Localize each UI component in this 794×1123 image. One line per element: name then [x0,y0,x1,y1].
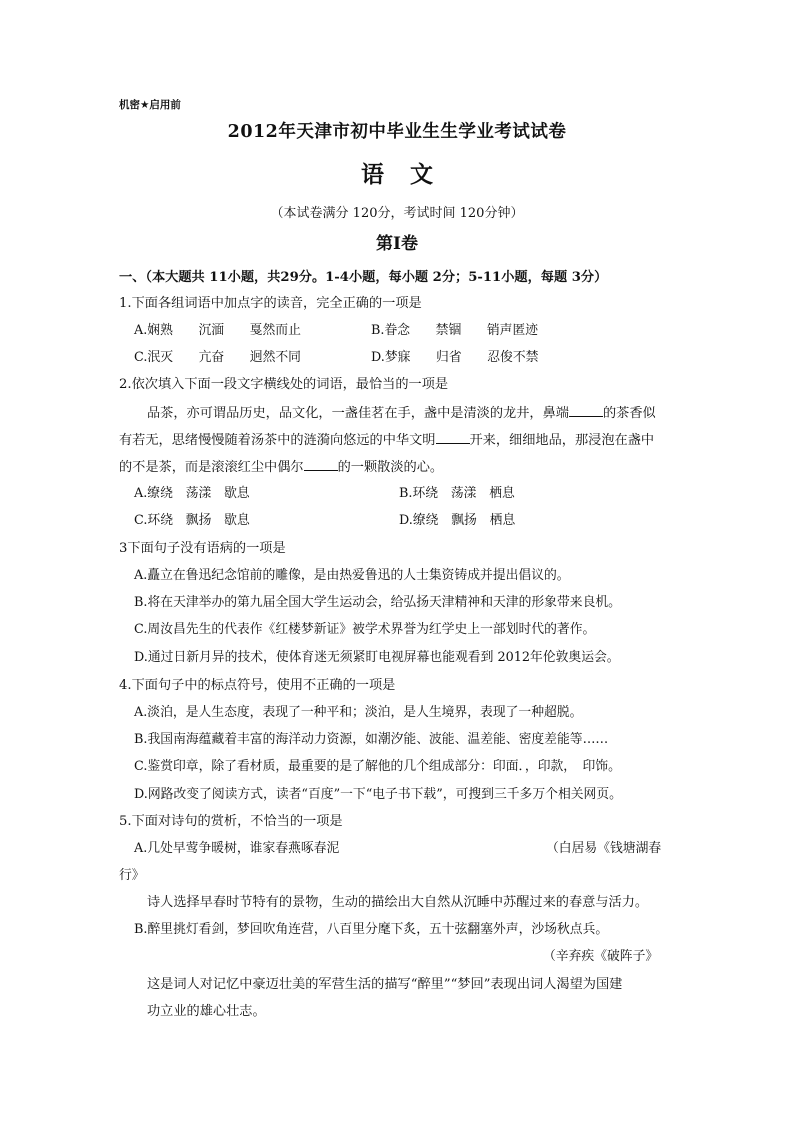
question-3-option-d: D.通过日新月异的技术，使体育迷无须紧盯电视屏幕也能观看到 2012年伦敦奥运会。 [134,650,620,665]
question-5-option-b-line: B.醉里挑灯看剑，梦回吹角连营，八百里分麾下炙，五十弦翻塞外声，沙场秋点兵。 [134,922,609,937]
question-2-option-c: C.环绕 飘扬 歇息 [134,513,250,528]
question-5-option-a-source-cont: 行》 [119,868,145,883]
exam-note: （本试卷满分 120分，考试时间 120分钟） [270,206,524,221]
question-5-option-b-comment-2: 功立业的雄心壮志。 [147,1004,266,1019]
question-1-option-b: B.眷念 禁锢 销声匿迹 [371,323,539,338]
question-2-passage-line-2: 有若无，思绪慢慢随着汤茶中的涟漪向悠远的中华文明 开来，细细地品，那浸泡在盏中 [119,433,655,448]
question-2-stem: 2.依次填入下面一段文字横线处的词语，最恰当的一项是 [119,377,449,392]
question-3-option-b: B.将在天津举办的第九届全国大学生运动会，给弘扬天津精神和天津的形象带来良机。 [134,595,621,610]
question-1-option-a: A.娴熟 沉湎 戛然而止 [134,323,301,338]
question-4-option-b: B.我国南海蕴藏着丰富的海洋动力资源，如潮汐能、波能、温差能、密度差能等…… [134,732,609,747]
question-2-option-a: A.缭绕 荡漾 歇息 [134,486,250,501]
subject-char-1: 语 [361,161,384,188]
question-2-passage-line-1: 品茶，亦可谓品历史，品文化，一盏佳茗在手，盏中是清淡的龙井，鼻端 的茶香似 [147,406,656,421]
question-5-stem: 5.下面对诗句的赏析，不恰当的一项是 [119,814,343,829]
question-4-stem: 4.下面句子中的标点符号，使用不正确的一项是 [119,678,396,693]
question-4-option-a: A.淡泊，是人生态度，表现了一种平和；淡泊，是人生境界，表现了一种超脱。 [134,705,583,720]
fill-blank [569,404,603,417]
fill-blank [436,431,470,444]
volume-title: 第Ⅰ卷 [376,234,418,254]
question-5-option-b-source: （辛弃疾《破阵子》 [543,949,659,964]
question-5-option-a-line: A.几处早莺争暖树，谁家春燕啄春泥 [134,841,340,856]
subject-char-2: 文 [410,161,433,188]
question-3-option-c: C.周汝昌先生的代表作《红楼梦新证》被学术界誉为红学史上一部划时代的著作。 [134,622,596,637]
question-4-option-c: C.鉴赏印章，除了看材质，最重要的是了解他的几个组成部分：印面．，印款， 印饰。 [134,759,621,774]
section-heading: 一、（本大题共 11小题，共29分。1-4小题，每小题 2分；5-11小题，每题 3分） [119,270,608,285]
question-4-option-d: D.网路改变了阅读方式，读者“百度”一下“电子书下载”，可搜到三千多万个相关网页。 [134,787,622,802]
question-2-option-d: D.缭绕 飘扬 栖息 [399,513,516,528]
question-5-option-b-comment-1: 这是词人对记忆中豪迈壮美的军营生活的描写“醉里”“梦回”表现出词人渴望为国建 [147,977,623,992]
confidential-mark: 机密★启用前 [119,99,181,111]
question-2-passage-line-3: 的不是茶，而是滚滚红尘中偶尔 的一颗散淡的心。 [119,460,444,475]
question-1-option-d: D.梦寐 归省 忍俊不禁 [371,350,539,365]
question-1-stem: 1.下面各组词语中加点字的读音，完全正确的一项是 [119,296,422,311]
fill-blank [304,458,338,471]
question-3-stem: 3下面句子没有语病的一项是 [119,541,286,556]
subject-title [0,156,794,189]
exam-title: 2012年天津市初中毕业生生学业考试试卷 [227,122,567,142]
question-3-option-a: A.矗立在鲁迅纪念馆前的雕像，是由热爱鲁迅的人士集资铸成并提出倡议的。 [134,568,570,583]
question-1-option-c: C.泯灭 亢奋 迥然不同 [134,350,301,365]
question-5-option-a-comment: 诗人选择早春时节特有的景物，生动的描绘出大自然从沉睡中苏醒过来的春意与活力。 [147,895,649,910]
question-5-option-a-source: （白居易《钱塘湖春 [546,841,662,856]
question-2-option-b: B.环绕 荡漾 栖息 [399,486,515,501]
